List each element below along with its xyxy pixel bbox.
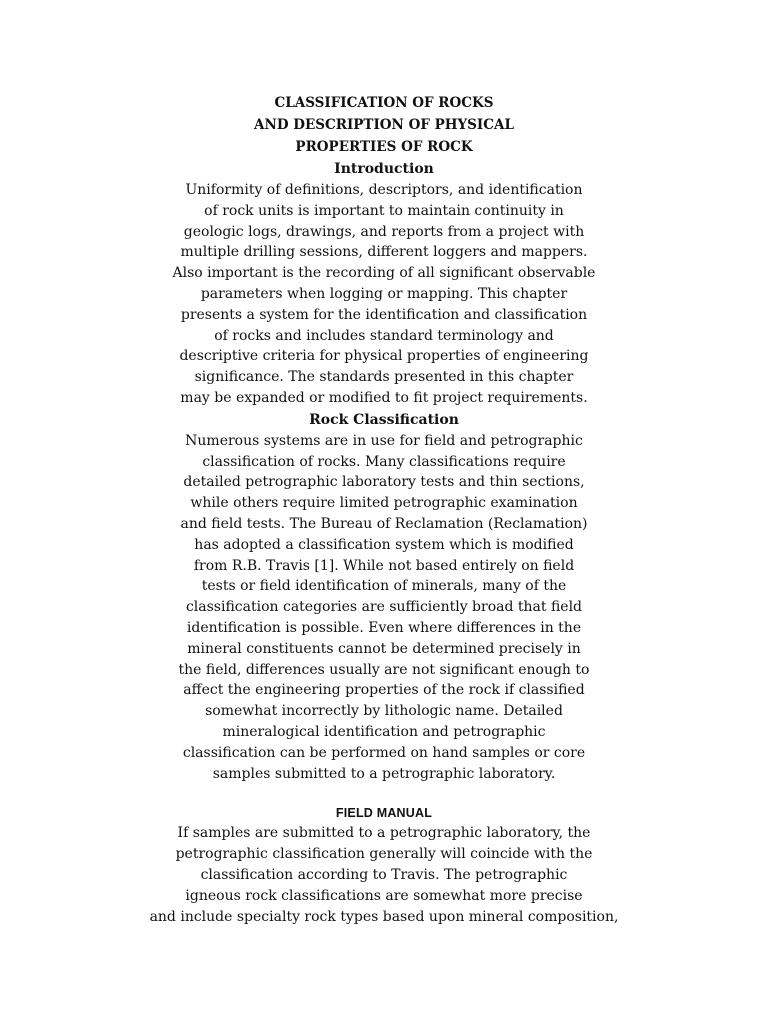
section-rock-classification bbox=[0, 409, 768, 785]
text-line: Also important is the recording of all significant observable bbox=[172, 265, 596, 282]
text-line: and field tests. The Bureau of Reclamation (Reclamation) bbox=[180, 515, 588, 532]
section-paragraph bbox=[0, 180, 768, 409]
running-head: FIELD MANUAL bbox=[335, 806, 433, 821]
text-line: of rocks and includes standard terminology and bbox=[214, 327, 554, 344]
text-line: classification of rocks. Many classifications require bbox=[202, 453, 566, 470]
title-line: PROPERTIES OF ROCK bbox=[295, 139, 473, 155]
title-line: AND DESCRIPTION OF PHYSICAL bbox=[254, 117, 514, 133]
text-line: affect the engineering properties of the rock if classified bbox=[183, 682, 585, 699]
text-line: descriptive criteria for physical properties of engineering bbox=[179, 348, 589, 365]
section-heading: Rock Classification bbox=[309, 411, 459, 428]
text-line: mineralogical identification and petrographic bbox=[222, 723, 546, 740]
title-line: CLASSIFICATION OF ROCKS bbox=[274, 95, 494, 111]
text-line: Numerous systems are in use for field and petrographic bbox=[185, 432, 583, 449]
text-line: from R.B. Travis [1]. While not based entirely on field bbox=[193, 557, 575, 574]
text-line: may be expanded or modified to fit project requirements. bbox=[180, 389, 588, 406]
text-line: parameters when logging or mapping. This chapter bbox=[200, 285, 568, 302]
text-line: multiple drilling sessions, different loggers and mappers. bbox=[180, 244, 588, 261]
text-line: tests or field identification of minerals, many of the bbox=[201, 578, 567, 595]
text-line: identification is possible. Even where differences in the bbox=[186, 619, 582, 636]
section-introduction bbox=[0, 158, 768, 409]
text-line: igneous rock classifications are somewhat more precise bbox=[185, 887, 583, 904]
text-line: If samples are submitted to a petrographic laboratory, the bbox=[177, 825, 591, 842]
text-line: mineral constituents cannot be determined precisely in bbox=[187, 640, 581, 657]
text-line: the field, differences usually are not significant enough to bbox=[178, 661, 590, 678]
text-line: petrographic classification generally will coincide with the bbox=[175, 846, 593, 863]
text-line: detailed petrographic laboratory tests and thin sections, bbox=[183, 474, 585, 491]
text-line: geologic logs, drawings, and reports from a project with bbox=[183, 223, 585, 240]
text-line: classification categories are sufficiently broad that field bbox=[185, 599, 583, 616]
text-line: classification can be performed on hand samples or core bbox=[182, 744, 586, 761]
document-title bbox=[0, 92, 768, 158]
text-line: has adopted a classification system which is modified bbox=[194, 536, 574, 553]
document-body bbox=[0, 92, 768, 927]
text-line: significance. The standards presented in this chapter bbox=[194, 369, 574, 386]
text-line: of rock units is important to maintain continuity in bbox=[204, 202, 564, 219]
text-line: samples submitted to a petrographic laboratory. bbox=[212, 765, 556, 782]
text-line: and include specialty rock types based upon mineral composition, bbox=[149, 908, 619, 925]
text-line: classification according to Travis. The petrographic bbox=[200, 866, 568, 883]
text-line: while others require limited petrographic examination bbox=[190, 495, 578, 512]
continuation-paragraph bbox=[0, 823, 768, 927]
section-heading: Introduction bbox=[334, 161, 434, 177]
section-paragraph bbox=[0, 431, 768, 785]
text-line: presents a system for the identification and classification bbox=[180, 306, 588, 323]
text-line: Uniformity of definitions, descriptors, and identification bbox=[185, 182, 583, 198]
text-line: somewhat incorrectly by lithologic name. Detailed bbox=[205, 703, 563, 720]
